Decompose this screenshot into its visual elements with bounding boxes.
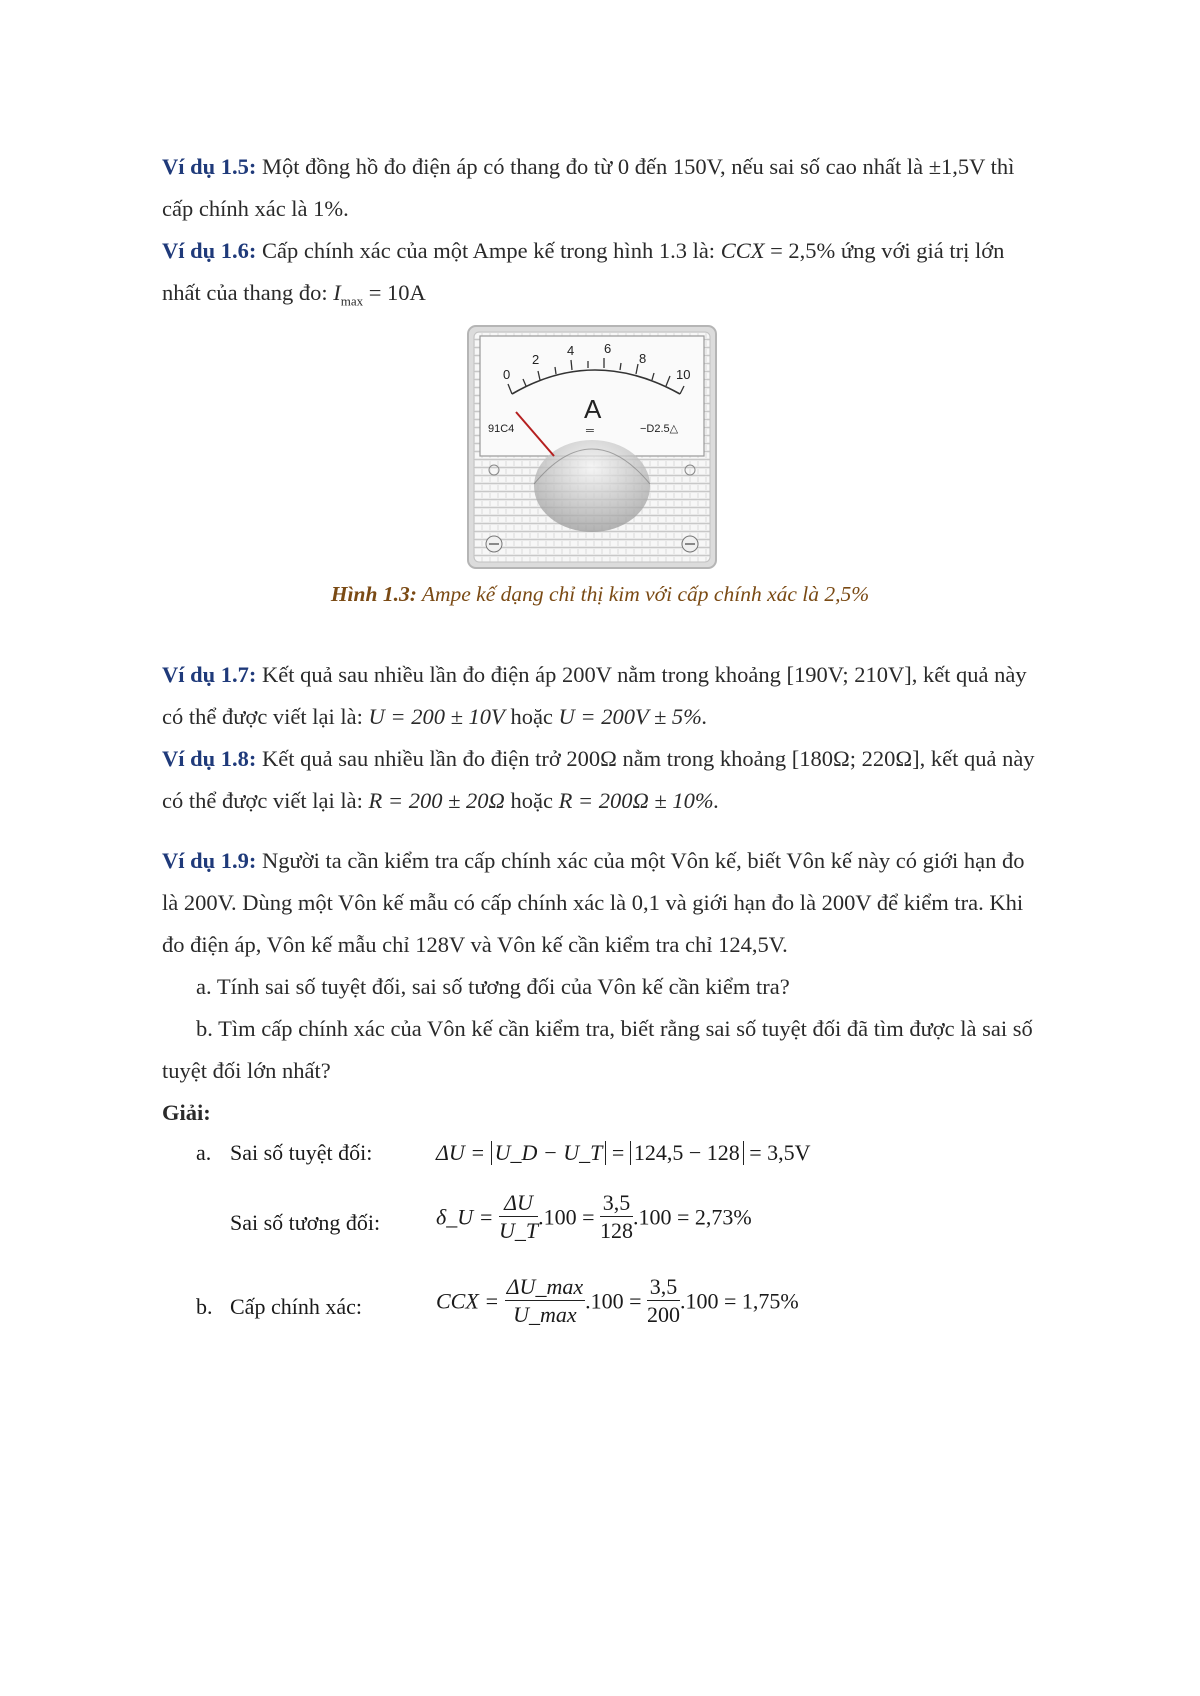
accuracy-class-label: Cấp chính xác:: [230, 1294, 362, 1319]
figure-caption: [0, 582, 1200, 607]
example-1-8-paragraph: [162, 738, 1042, 822]
question-b-paragraph: [162, 1008, 1042, 1092]
scale-label-10: 10: [676, 367, 691, 382]
absolute-error-label: Sai số tuyệt đối:: [230, 1140, 373, 1165]
solution-marker-a: a.: [196, 1140, 212, 1165]
example-label: Ví dụ 1.7:: [162, 662, 257, 687]
example-text: Cấp chính xác của một Ampe kế trong hình 1.3 là:: [256, 238, 721, 263]
ccx-variable: CCX: [720, 238, 765, 263]
abs-value-term: U_D − U_T: [491, 1141, 607, 1165]
equation-lhs: CCX =: [436, 1288, 500, 1314]
scale-label-2: 2: [532, 352, 540, 367]
fraction-denominator: 200: [647, 1302, 681, 1327]
example-text: = 10A: [363, 280, 426, 305]
equation-mid: =: [606, 1140, 630, 1165]
example-text: = 2,5% ứng với giá trị lớn nhất của thang đo:: [162, 238, 1005, 305]
dc-symbol: ═: [586, 425, 594, 437]
fraction-denominator: U_max: [513, 1302, 577, 1327]
scale-label-0: 0: [503, 367, 511, 382]
question-a: a. Tính sai số tuyệt đối, sai số tương đối của Vôn kế cần kiểm tra?: [196, 974, 790, 999]
equation-lhs: δ_U =: [436, 1204, 494, 1230]
equation: R = 200 ± 20Ω: [368, 788, 505, 813]
equation-rhs: .100 = 1,75%: [680, 1288, 799, 1314]
absolute-error-equation: [436, 1140, 811, 1166]
ammeter-image: [466, 324, 718, 570]
example-label: Ví dụ 1.5:: [162, 154, 257, 179]
example-label: Ví dụ 1.8:: [162, 746, 257, 771]
accuracy-class-equation: [436, 1274, 799, 1329]
equation-rhs: .100 = 2,73%: [633, 1204, 752, 1230]
example-1-5-paragraph: [162, 146, 1042, 230]
equation-mid: .100 =: [538, 1204, 595, 1230]
fraction-numerator: 3,5: [647, 1274, 680, 1301]
unit-symbol: A: [584, 394, 602, 424]
example-text: hoặc: [504, 704, 559, 729]
equation: R = 200Ω ± 10%.: [558, 788, 720, 813]
solution-heading: Giải:: [162, 1100, 211, 1125]
example-1-6-paragraph: [162, 230, 1042, 323]
caption-text: Ampe kế dạng chỉ thị kim với cấp chính xác là 2,5%: [416, 582, 870, 606]
equation: U = 200 ± 10V: [368, 704, 505, 729]
relative-error-equation: [436, 1190, 752, 1245]
equation: U = 200V ± 5%.: [558, 704, 708, 729]
example-text: hoặc: [504, 788, 559, 813]
example-1-7-paragraph: [162, 654, 1042, 738]
scale-label-4: 4: [567, 343, 575, 358]
example-text: Người ta cần kiểm tra cấp chính xác của một Vôn kế, biết Vôn kế này có giới hạn đo là 200V. Dùng một Vôn kế mẫu có cấp chính xác là 0,1 và giới hạn đo là 200V để kiểm tra. Khi đo điện áp, Vôn kế mẫu chỉ 128V và Vôn kế cần kiểm tra chỉ 124,5V.: [162, 848, 1025, 957]
imax-variable: I: [333, 280, 341, 305]
accuracy-class-mark: −D2.5△: [640, 423, 679, 435]
scale-label-8: 8: [639, 351, 647, 366]
example-1-9-paragraph: [162, 840, 1042, 966]
scale-label-6: 6: [604, 341, 612, 356]
example-text: Một đồng hồ đo điện áp có thang đo từ 0 đến 150V, nếu sai số cao nhất là ±1,5V thì cấp chính xác là 1%.: [162, 154, 1015, 221]
example-text: Kết quả sau nhiều lần đo điện áp 200V nằm trong khoảng [190V; 210V], kết quả này có thể được viết lại là:: [162, 662, 1027, 729]
fraction-numerator: ΔU_max: [506, 1274, 584, 1299]
fraction-numerator: 3,5: [600, 1190, 633, 1217]
fraction: [647, 1274, 680, 1329]
fraction: [499, 1190, 538, 1245]
equation-mid: .100 =: [585, 1288, 642, 1314]
fraction: [600, 1190, 633, 1245]
abs-value-term: 124,5 − 128: [630, 1141, 744, 1165]
fraction: [505, 1274, 585, 1329]
solution-marker-b: b.: [196, 1294, 213, 1319]
question-b: b. Tìm cấp chính xác của Vôn kế cần kiểm tra, biết rằng sai số tuyệt đối đã tìm được là sai số tuyệt đối lớn nhất?: [162, 1016, 1033, 1083]
imax-subscript: max: [340, 293, 364, 309]
caption-label: Hình 1.3:: [330, 582, 417, 606]
example-text: Kết quả sau nhiều lần đo điện trở 200Ω nằm trong khoảng [180Ω; 220Ω], kết quả này có thể được viết lại là:: [162, 746, 1035, 813]
equation-lhs: ΔU =: [436, 1140, 486, 1165]
fraction-denominator: 128: [600, 1218, 634, 1243]
relative-error-label: Sai số tương đối:: [230, 1210, 381, 1235]
ammeter-figure: [466, 324, 718, 570]
example-label: Ví dụ 1.6:: [162, 238, 257, 263]
fraction-denominator: U_T: [498, 1218, 539, 1243]
fraction-numerator: ΔU: [499, 1190, 538, 1217]
equation-rhs: = 3,5V: [743, 1140, 811, 1165]
model-label: 91C4: [488, 423, 515, 435]
example-label: Ví dụ 1.9:: [162, 848, 257, 873]
